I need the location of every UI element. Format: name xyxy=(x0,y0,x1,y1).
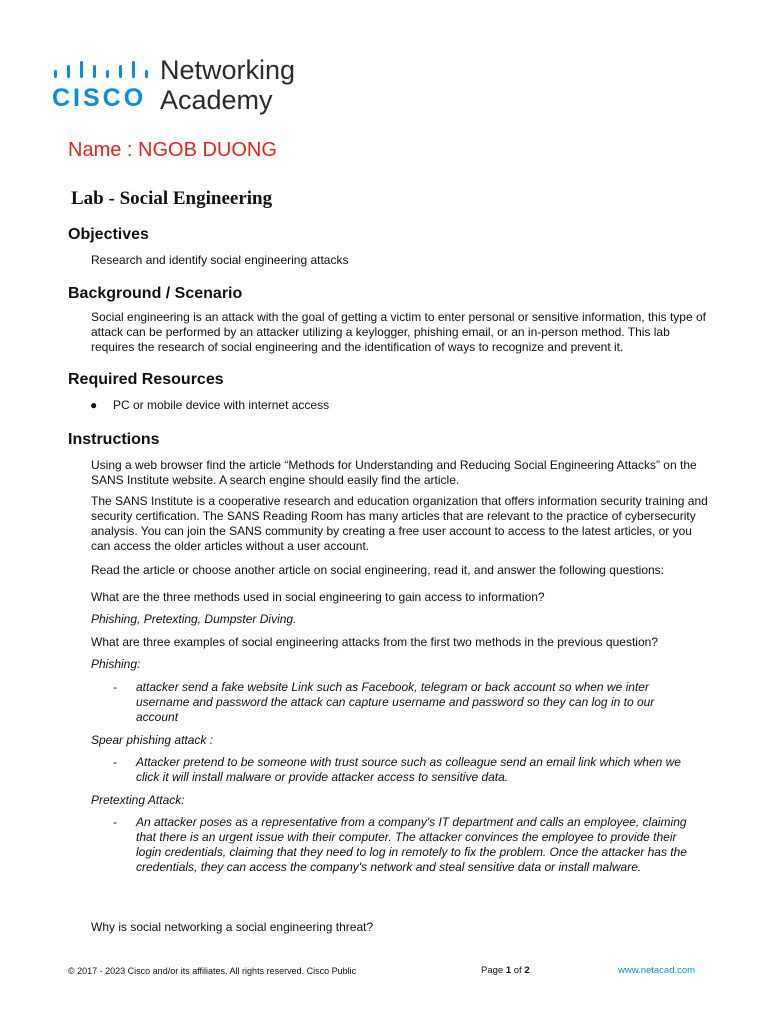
pretexting-label: Pretexting Attack: xyxy=(91,793,185,807)
logo-academy-text: Academy xyxy=(160,85,273,115)
pretexting-answer: An attacker poses as a representative from a company's IT department and calls an employee, claiming that there is an urgent issue with their computer. The attacker convinces the employee to provide their login credentials, claiming that they need to log in remotely to fix the problem. Once the attacker has the credentials, they can access the company's network and steal sensitive data or install malware. xyxy=(136,815,687,874)
footer-copyright: © 2017 - 2023 Cisco and/or its affiliates. All rights reserved. Cisco Public xyxy=(68,966,357,976)
dash-marker: - xyxy=(113,680,117,694)
question-1: What are the three methods used in social engineering to gain access to information? xyxy=(91,590,545,604)
instructions-p3: Read the article or choose another article on social engineering, read it, and answer the following questions: xyxy=(91,563,665,577)
page-total: 2 xyxy=(524,965,530,976)
background-heading: Background / Scenario xyxy=(68,285,243,302)
spear-phishing-answer: Attacker pretend to be someone with trust source such as colleague send an email link which when we click it will install malware or provide attacker access to sensitive data. xyxy=(136,755,681,784)
background-text: Social engineering is an attack with the goal of getting a victim to enter personal or sensitive information, this type of attack can be performed by an attacker utilizing a keylogger, phishing email, or an in-person method. This lab requires the research of social engineering and the identification of ways to recognize and prevent it. xyxy=(91,310,706,354)
cisco-wordmark: CISCO xyxy=(52,84,147,112)
lab-title: Lab - Social Engineering xyxy=(71,188,273,209)
footer-page-number xyxy=(481,965,530,976)
page-of: of xyxy=(511,965,525,976)
page-prefix: Page xyxy=(481,965,506,976)
objectives-text: Research and identify social engineering attacks xyxy=(91,253,349,267)
dash-marker: - xyxy=(113,755,117,769)
instructions-p2: The SANS Institute is a cooperative research and education organization that offers information security training and security certification. The SANS Reading Room has many articles that are relevant to the practice of cybersecurity analysis. You can join the SANS community by creating a free user account to access to the latest articles, or you can access the older articles without a user account. xyxy=(91,494,708,553)
phishing-label: Phishing: xyxy=(91,657,141,671)
resources-heading: Required Resources xyxy=(68,371,224,388)
logo-networking-text: Networking xyxy=(160,55,296,85)
instructions-p1: Using a web browser find the article “Methods for Understanding and Reducing Social Engineering Attacks” on the SANS Institute website. A search engine should easily find the article. xyxy=(91,458,697,487)
answer-1: Phishing, Pretexting, Dumpster Diving. xyxy=(91,612,297,626)
objectives-heading: Objectives xyxy=(68,226,149,243)
bullet-icon: ● xyxy=(90,398,98,412)
question-3: Why is social networking a social engineering threat? xyxy=(91,920,374,934)
cisco-networking-academy-logo xyxy=(52,56,312,120)
question-2: What are three examples of social engineering attacks from the first two methods in the previous question? xyxy=(91,635,658,649)
spear-phishing-label: Spear phishing attack : xyxy=(91,733,214,747)
resources-item: PC or mobile device with internet access xyxy=(113,398,330,412)
student-name: Name : NGOB DUONG xyxy=(68,139,277,161)
cisco-bars-icon xyxy=(52,60,152,82)
footer-url-link[interactable]: www.netacad.com xyxy=(618,965,696,976)
dash-marker: - xyxy=(113,815,117,829)
phishing-answer: attacker send a fake website Link such as Facebook, telegram or back account so when we inter username and password the attack can capture username and password so they can log in to our account xyxy=(136,680,655,724)
page-current: 1 xyxy=(505,965,512,976)
instructions-heading: Instructions xyxy=(68,431,160,448)
